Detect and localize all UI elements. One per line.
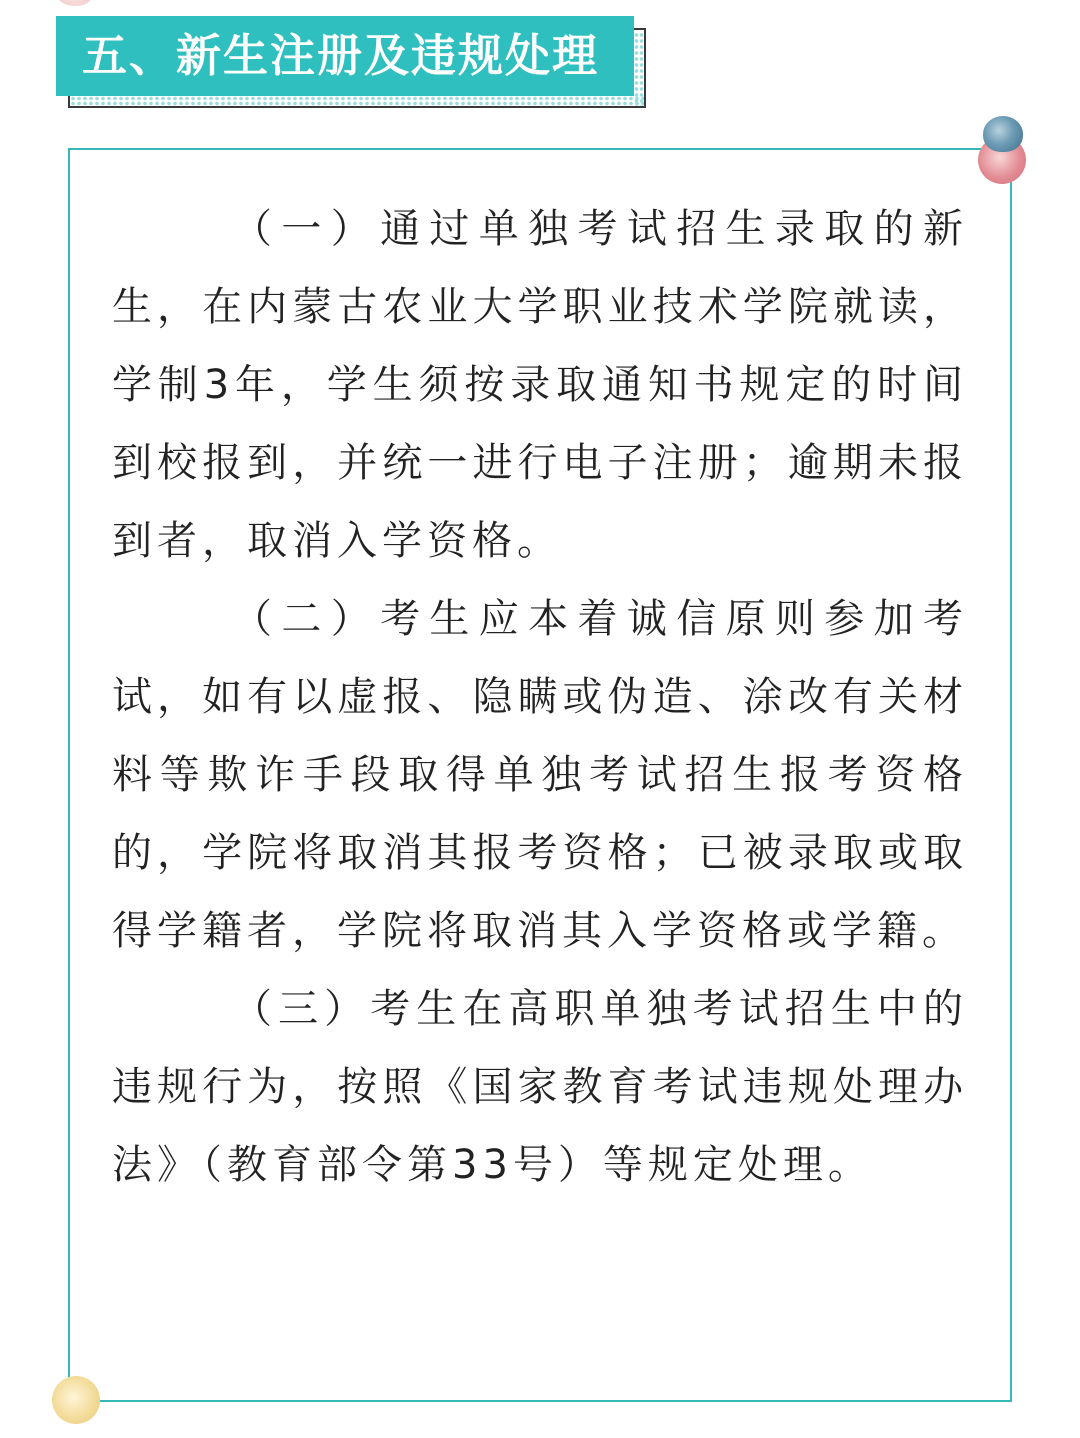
decorative-ball-teal	[983, 116, 1023, 152]
article-body	[112, 190, 968, 1204]
paragraph-violations: （三）考生在高职单独考试招生中的违规行为，按照《国家教育考试违规处理办法》（教育部令第33号）等规定处理。	[112, 986, 968, 1188]
paragraph-registration: （一）通过单独考试招生录取的新生，在内蒙古农业大学职业技术学院就读，学制3年，学生须按录取通知书规定的时间到校报到，并统一进行电子注册；逾期未报到者，取消入学资格。	[112, 206, 968, 564]
header-dot-pattern	[634, 32, 644, 106]
header-dot-pattern	[70, 96, 644, 106]
decorative-dot	[58, 0, 92, 6]
paragraph-integrity: （二）考生应本着诚信原则参加考试，如有以虚报、隐瞒或伪造、涂改有关材料等欺诈手段取得单独考试招生报考资格的，学院将取消其报考资格；已被录取或取得学籍者，学院将取消其入学资格或学籍。	[112, 596, 968, 954]
section-title: 五、新生注册及违规处理	[82, 29, 600, 82]
decorative-ball-yellow	[52, 1376, 100, 1424]
section-header	[56, 16, 634, 96]
